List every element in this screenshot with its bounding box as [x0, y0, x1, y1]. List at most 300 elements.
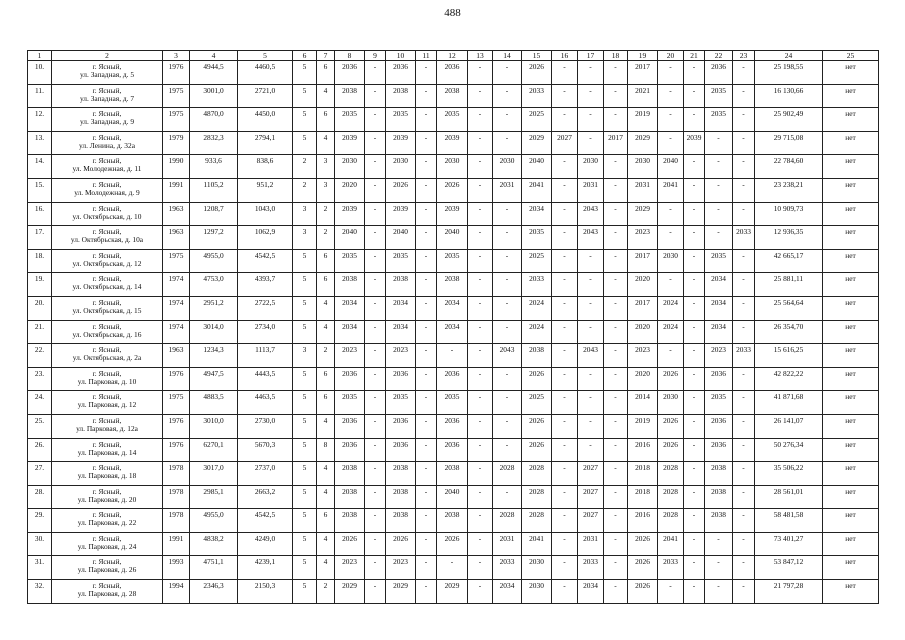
cell-col-16: -: [552, 226, 578, 250]
cell-col-11: -: [416, 178, 437, 202]
cell-col-16: -: [552, 202, 578, 226]
cell-col-9: -: [365, 556, 386, 580]
cell-col-23: -: [733, 273, 755, 297]
cell-col-8: 2029: [335, 580, 365, 604]
cell-col-13: -: [468, 391, 493, 415]
cell-col-11: -: [416, 509, 437, 533]
cell-col-25: нет: [823, 61, 879, 85]
cell-col-18: -: [604, 84, 628, 108]
cell-col-14: 2043: [493, 344, 522, 368]
column-header-24: 24: [755, 51, 823, 61]
cell-col-19: 2026: [628, 532, 658, 556]
cell-col-19: 2020: [628, 273, 658, 297]
cell-col-3: 1976: [163, 367, 190, 391]
address-street: ул. Октябрьская, д. 14: [72, 282, 142, 292]
cell-col-20: 2028: [658, 485, 684, 509]
cell-col-23: -: [733, 178, 755, 202]
cell-col-24: 28 561,01: [755, 485, 823, 509]
cell-col-13: -: [468, 580, 493, 604]
cell-col-15: 2026: [522, 438, 552, 462]
column-header-10: 10: [386, 51, 416, 61]
cell-col-14: -: [493, 84, 522, 108]
cell-col-5: 4542,5: [238, 249, 293, 273]
column-header-4: 4: [190, 51, 238, 61]
cell-col-17: 2027: [578, 462, 604, 486]
cell-col-6: 5: [293, 391, 317, 415]
cell-col-25: нет: [823, 108, 879, 132]
cell-col-22: -: [705, 178, 733, 202]
cell-col-5: 2721,0: [238, 84, 293, 108]
cell-col-15: 2033: [522, 84, 552, 108]
table-row: [28, 155, 879, 179]
table-row: [28, 367, 879, 391]
address-city: г. Ясный,: [92, 486, 122, 496]
cell-col-20: -: [658, 84, 684, 108]
cell-col-11: -: [416, 296, 437, 320]
table-row: [28, 273, 879, 297]
cell-col-22: -: [705, 155, 733, 179]
cell-col-14: -: [493, 226, 522, 250]
cell-col-17: 2034: [578, 580, 604, 604]
cell-col-21: -: [684, 320, 705, 344]
cell-col-8: 2035: [335, 108, 365, 132]
cell-col-6: 5: [293, 131, 317, 155]
cell-col-22: -: [705, 532, 733, 556]
cell-col-10: 2029: [386, 580, 416, 604]
cell-col-22: 2035: [705, 108, 733, 132]
cell-col-3: 1978: [163, 509, 190, 533]
cell-col-5: 838,6: [238, 155, 293, 179]
address-street: ул. Парковая, д. 12а: [76, 423, 138, 433]
address-cell: [52, 532, 163, 556]
cell-col-12: 2038: [437, 509, 468, 533]
column-header-5: 5: [238, 51, 293, 61]
cell-col-15: 2030: [522, 556, 552, 580]
cell-col-9: -: [365, 273, 386, 297]
cell-col-8: 2038: [335, 273, 365, 297]
cell-col-11: -: [416, 155, 437, 179]
cell-col-13: -: [468, 61, 493, 85]
cell-col-6: 3: [293, 344, 317, 368]
cell-col-18: 2017: [604, 131, 628, 155]
cell-col-12: 2036: [437, 61, 468, 85]
table-body: [28, 61, 879, 604]
cell-col-24: 10 909,73: [755, 202, 823, 226]
cell-col-3: 1974: [163, 320, 190, 344]
column-header-9: 9: [365, 51, 386, 61]
cell-col-23: 2033: [733, 226, 755, 250]
address-cell: [52, 61, 163, 85]
cell-col-11: -: [416, 580, 437, 604]
cell-col-18: -: [604, 249, 628, 273]
cell-col-3: 1975: [163, 84, 190, 108]
row-number: 29.: [28, 509, 52, 533]
cell-col-10: 2038: [386, 509, 416, 533]
address-cell: [52, 320, 163, 344]
cell-col-9: -: [365, 344, 386, 368]
address-city: г. Ясный,: [92, 463, 122, 473]
cell-col-22: 2023: [705, 344, 733, 368]
cell-col-17: 2031: [578, 532, 604, 556]
cell-col-9: -: [365, 532, 386, 556]
cell-col-18: -: [604, 438, 628, 462]
table-row: [28, 84, 879, 108]
cell-col-7: 6: [317, 249, 335, 273]
cell-col-15: 2024: [522, 296, 552, 320]
cell-col-6: 5: [293, 532, 317, 556]
cell-col-20: 2041: [658, 532, 684, 556]
cell-col-25: нет: [823, 532, 879, 556]
address-street: ул. Парковая, д. 28: [77, 589, 137, 599]
cell-col-12: -: [437, 556, 468, 580]
cell-col-3: 1993: [163, 556, 190, 580]
cell-col-7: 4: [317, 131, 335, 155]
address-cell: [52, 580, 163, 604]
address-cell: [52, 414, 163, 438]
cell-col-16: -: [552, 108, 578, 132]
cell-col-18: -: [604, 580, 628, 604]
cell-col-12: 2036: [437, 414, 468, 438]
cell-col-18: -: [604, 367, 628, 391]
cell-col-16: -: [552, 438, 578, 462]
cell-col-8: 2030: [335, 155, 365, 179]
cell-col-8: 2036: [335, 414, 365, 438]
cell-col-19: 2018: [628, 462, 658, 486]
cell-col-6: 5: [293, 367, 317, 391]
cell-col-14: -: [493, 320, 522, 344]
cell-col-25: нет: [823, 556, 879, 580]
address-cell: [52, 108, 163, 132]
cell-col-25: нет: [823, 580, 879, 604]
table-row: [28, 532, 879, 556]
cell-col-24: 25 198,55: [755, 61, 823, 85]
address-cell: [52, 226, 163, 250]
address-street: ул. Парковая, д. 14: [77, 447, 137, 457]
address-city: г. Ясный,: [92, 297, 122, 307]
cell-col-16: -: [552, 155, 578, 179]
cell-col-25: нет: [823, 391, 879, 415]
cell-col-17: 2043: [578, 202, 604, 226]
cell-col-7: 8: [317, 438, 335, 462]
cell-col-20: 2040: [658, 155, 684, 179]
address-city: г. Ясный,: [92, 321, 122, 331]
address-cell: [52, 438, 163, 462]
cell-col-21: -: [684, 202, 705, 226]
cell-col-23: -: [733, 131, 755, 155]
cell-col-15: 2034: [522, 202, 552, 226]
column-header-17: 17: [578, 51, 604, 61]
cell-col-4: 4955,0: [190, 249, 238, 273]
cell-col-16: -: [552, 320, 578, 344]
cell-col-5: 4239,1: [238, 556, 293, 580]
cell-col-3: 1974: [163, 296, 190, 320]
row-number: 14.: [28, 155, 52, 179]
cell-col-22: -: [705, 226, 733, 250]
cell-col-6: 5: [293, 296, 317, 320]
column-header-25: 25: [823, 51, 879, 61]
cell-col-3: 1976: [163, 414, 190, 438]
cell-col-12: 2035: [437, 391, 468, 415]
column-header-3: 3: [163, 51, 190, 61]
cell-col-13: -: [468, 344, 493, 368]
cell-col-14: -: [493, 414, 522, 438]
address-cell: [52, 509, 163, 533]
cell-col-22: 2035: [705, 391, 733, 415]
cell-col-13: -: [468, 108, 493, 132]
table-row: [28, 509, 879, 533]
cell-col-4: 2985,1: [190, 485, 238, 509]
cell-col-5: 1062,9: [238, 226, 293, 250]
cell-col-13: -: [468, 131, 493, 155]
cell-col-23: 2033: [733, 344, 755, 368]
table-row: [28, 462, 879, 486]
housing-table: [27, 50, 879, 604]
cell-col-13: -: [468, 273, 493, 297]
cell-col-25: нет: [823, 226, 879, 250]
cell-col-6: 5: [293, 509, 317, 533]
cell-col-14: -: [493, 61, 522, 85]
address-street: ул. Ленина, д. 32а: [79, 140, 135, 150]
cell-col-4: 2346,3: [190, 580, 238, 604]
cell-col-17: -: [578, 84, 604, 108]
cell-col-22: 2034: [705, 320, 733, 344]
cell-col-15: 2028: [522, 462, 552, 486]
cell-col-5: 2722,5: [238, 296, 293, 320]
address-city: г. Ясный,: [92, 392, 122, 402]
cell-col-22: 2036: [705, 414, 733, 438]
cell-col-9: -: [365, 414, 386, 438]
cell-col-21: -: [684, 61, 705, 85]
cell-col-23: -: [733, 61, 755, 85]
cell-col-20: -: [658, 226, 684, 250]
cell-col-20: 2026: [658, 367, 684, 391]
address-street: ул. Октябрьская, д. 16: [72, 329, 142, 339]
cell-col-9: -: [365, 61, 386, 85]
cell-col-11: -: [416, 249, 437, 273]
cell-col-5: 5670,3: [238, 438, 293, 462]
address-cell: [52, 249, 163, 273]
cell-col-24: 50 276,34: [755, 438, 823, 462]
cell-col-18: -: [604, 556, 628, 580]
cell-col-19: 2023: [628, 226, 658, 250]
cell-col-15: 2038: [522, 344, 552, 368]
table-row: [28, 131, 879, 155]
column-header-11: 11: [416, 51, 437, 61]
cell-col-4: 3017,0: [190, 462, 238, 486]
address-street: ул. Октябрьская, д. 2а: [72, 353, 142, 363]
cell-col-8: 2035: [335, 249, 365, 273]
cell-col-6: 3: [293, 226, 317, 250]
cell-col-22: 2038: [705, 509, 733, 533]
cell-col-17: -: [578, 273, 604, 297]
cell-col-11: -: [416, 202, 437, 226]
cell-col-10: 2038: [386, 485, 416, 509]
cell-col-15: 2024: [522, 320, 552, 344]
cell-col-17: -: [578, 320, 604, 344]
cell-col-25: нет: [823, 509, 879, 533]
cell-col-6: 5: [293, 108, 317, 132]
address-street: ул. Октябрьская, д. 10: [72, 211, 142, 221]
cell-col-16: -: [552, 273, 578, 297]
cell-col-11: -: [416, 344, 437, 368]
cell-col-21: -: [684, 344, 705, 368]
cell-col-8: 2036: [335, 61, 365, 85]
cell-col-20: -: [658, 61, 684, 85]
cell-col-14: -: [493, 108, 522, 132]
cell-col-13: -: [468, 249, 493, 273]
cell-col-11: -: [416, 273, 437, 297]
cell-col-19: 2029: [628, 131, 658, 155]
cell-col-5: 2734,0: [238, 320, 293, 344]
cell-col-17: -: [578, 61, 604, 85]
cell-col-14: 2034: [493, 580, 522, 604]
cell-col-7: 4: [317, 296, 335, 320]
cell-col-25: нет: [823, 202, 879, 226]
cell-col-19: 2029: [628, 202, 658, 226]
cell-col-25: нет: [823, 320, 879, 344]
cell-col-8: 2023: [335, 556, 365, 580]
cell-col-9: -: [365, 131, 386, 155]
cell-col-4: 1208,7: [190, 202, 238, 226]
cell-col-4: 1105,2: [190, 178, 238, 202]
cell-col-6: 5: [293, 61, 317, 85]
cell-col-9: -: [365, 580, 386, 604]
cell-col-25: нет: [823, 296, 879, 320]
cell-col-23: -: [733, 509, 755, 533]
cell-col-6: 5: [293, 84, 317, 108]
cell-col-21: -: [684, 108, 705, 132]
table-row: [28, 344, 879, 368]
cell-col-20: 2028: [658, 509, 684, 533]
column-header-1: 1: [28, 51, 52, 61]
cell-col-17: 2027: [578, 485, 604, 509]
cell-col-25: нет: [823, 273, 879, 297]
cell-col-15: 2025: [522, 249, 552, 273]
cell-col-5: 2730,0: [238, 414, 293, 438]
cell-col-23: -: [733, 438, 755, 462]
cell-col-19: 2020: [628, 320, 658, 344]
cell-col-11: -: [416, 84, 437, 108]
cell-col-5: 4249,0: [238, 532, 293, 556]
cell-col-5: 4443,5: [238, 367, 293, 391]
cell-col-25: нет: [823, 438, 879, 462]
row-number: 31.: [28, 556, 52, 580]
cell-col-19: 2016: [628, 509, 658, 533]
cell-col-18: -: [604, 509, 628, 533]
cell-col-12: 2040: [437, 226, 468, 250]
cell-col-23: -: [733, 391, 755, 415]
address-cell: [52, 485, 163, 509]
cell-col-24: 25 902,49: [755, 108, 823, 132]
cell-col-11: -: [416, 108, 437, 132]
address-cell: [52, 84, 163, 108]
cell-col-10: 2030: [386, 155, 416, 179]
cell-col-19: 2031: [628, 178, 658, 202]
cell-col-12: 2029: [437, 580, 468, 604]
address-city: г. Ясный,: [92, 439, 122, 449]
cell-col-8: 2039: [335, 131, 365, 155]
address-street: ул. Октябрьская, д. 15: [72, 305, 142, 315]
cell-col-4: 4955,0: [190, 509, 238, 533]
cell-col-14: -: [493, 131, 522, 155]
column-header-2: 2: [52, 51, 163, 61]
cell-col-7: 6: [317, 367, 335, 391]
cell-col-17: -: [578, 438, 604, 462]
cell-col-14: -: [493, 485, 522, 509]
cell-col-10: 2036: [386, 61, 416, 85]
cell-col-21: -: [684, 414, 705, 438]
cell-col-17: 2027: [578, 509, 604, 533]
cell-col-7: 4: [317, 462, 335, 486]
address-street: ул. Парковая, д. 20: [77, 494, 137, 504]
cell-col-9: -: [365, 202, 386, 226]
cell-col-9: -: [365, 438, 386, 462]
cell-col-7: 3: [317, 178, 335, 202]
cell-col-4: 2832,3: [190, 131, 238, 155]
cell-col-22: 2035: [705, 84, 733, 108]
column-header-22: 22: [705, 51, 733, 61]
cell-col-16: -: [552, 414, 578, 438]
cell-col-15: 2040: [522, 155, 552, 179]
cell-col-21: -: [684, 391, 705, 415]
cell-col-8: 2040: [335, 226, 365, 250]
cell-col-4: 3014,0: [190, 320, 238, 344]
cell-col-22: -: [705, 131, 733, 155]
cell-col-12: 2035: [437, 108, 468, 132]
cell-col-21: 2039: [684, 131, 705, 155]
row-number: 27.: [28, 462, 52, 486]
cell-col-25: нет: [823, 344, 879, 368]
cell-col-14: -: [493, 296, 522, 320]
cell-col-15: 2029: [522, 131, 552, 155]
cell-col-9: -: [365, 155, 386, 179]
address-city: г. Ясный,: [92, 227, 122, 237]
cell-col-10: 2038: [386, 84, 416, 108]
cell-col-24: 26 141,07: [755, 414, 823, 438]
cell-col-22: 2036: [705, 367, 733, 391]
cell-col-8: 2026: [335, 532, 365, 556]
cell-col-5: 1113,7: [238, 344, 293, 368]
cell-col-6: 5: [293, 556, 317, 580]
cell-col-7: 6: [317, 273, 335, 297]
cell-col-3: 1975: [163, 249, 190, 273]
address-city: г. Ясный,: [92, 415, 122, 425]
table-row: [28, 438, 879, 462]
cell-col-10: 2039: [386, 202, 416, 226]
cell-col-19: 2026: [628, 580, 658, 604]
cell-col-13: -: [468, 485, 493, 509]
cell-col-10: 2036: [386, 367, 416, 391]
cell-col-12: 2038: [437, 84, 468, 108]
row-number: 24.: [28, 391, 52, 415]
cell-col-19: 2019: [628, 108, 658, 132]
cell-col-8: 2034: [335, 296, 365, 320]
cell-col-6: 5: [293, 320, 317, 344]
cell-col-12: 2026: [437, 178, 468, 202]
address-cell: [52, 131, 163, 155]
cell-col-5: 4542,5: [238, 509, 293, 533]
cell-col-7: 6: [317, 391, 335, 415]
cell-col-3: 1990: [163, 155, 190, 179]
cell-col-5: 2794,1: [238, 131, 293, 155]
column-header-15: 15: [522, 51, 552, 61]
address-city: г. Ясный,: [92, 62, 122, 71]
cell-col-18: -: [604, 202, 628, 226]
cell-col-8: 2035: [335, 391, 365, 415]
address-city: г. Ясный,: [92, 250, 122, 260]
cell-col-11: -: [416, 226, 437, 250]
cell-col-3: 1976: [163, 438, 190, 462]
